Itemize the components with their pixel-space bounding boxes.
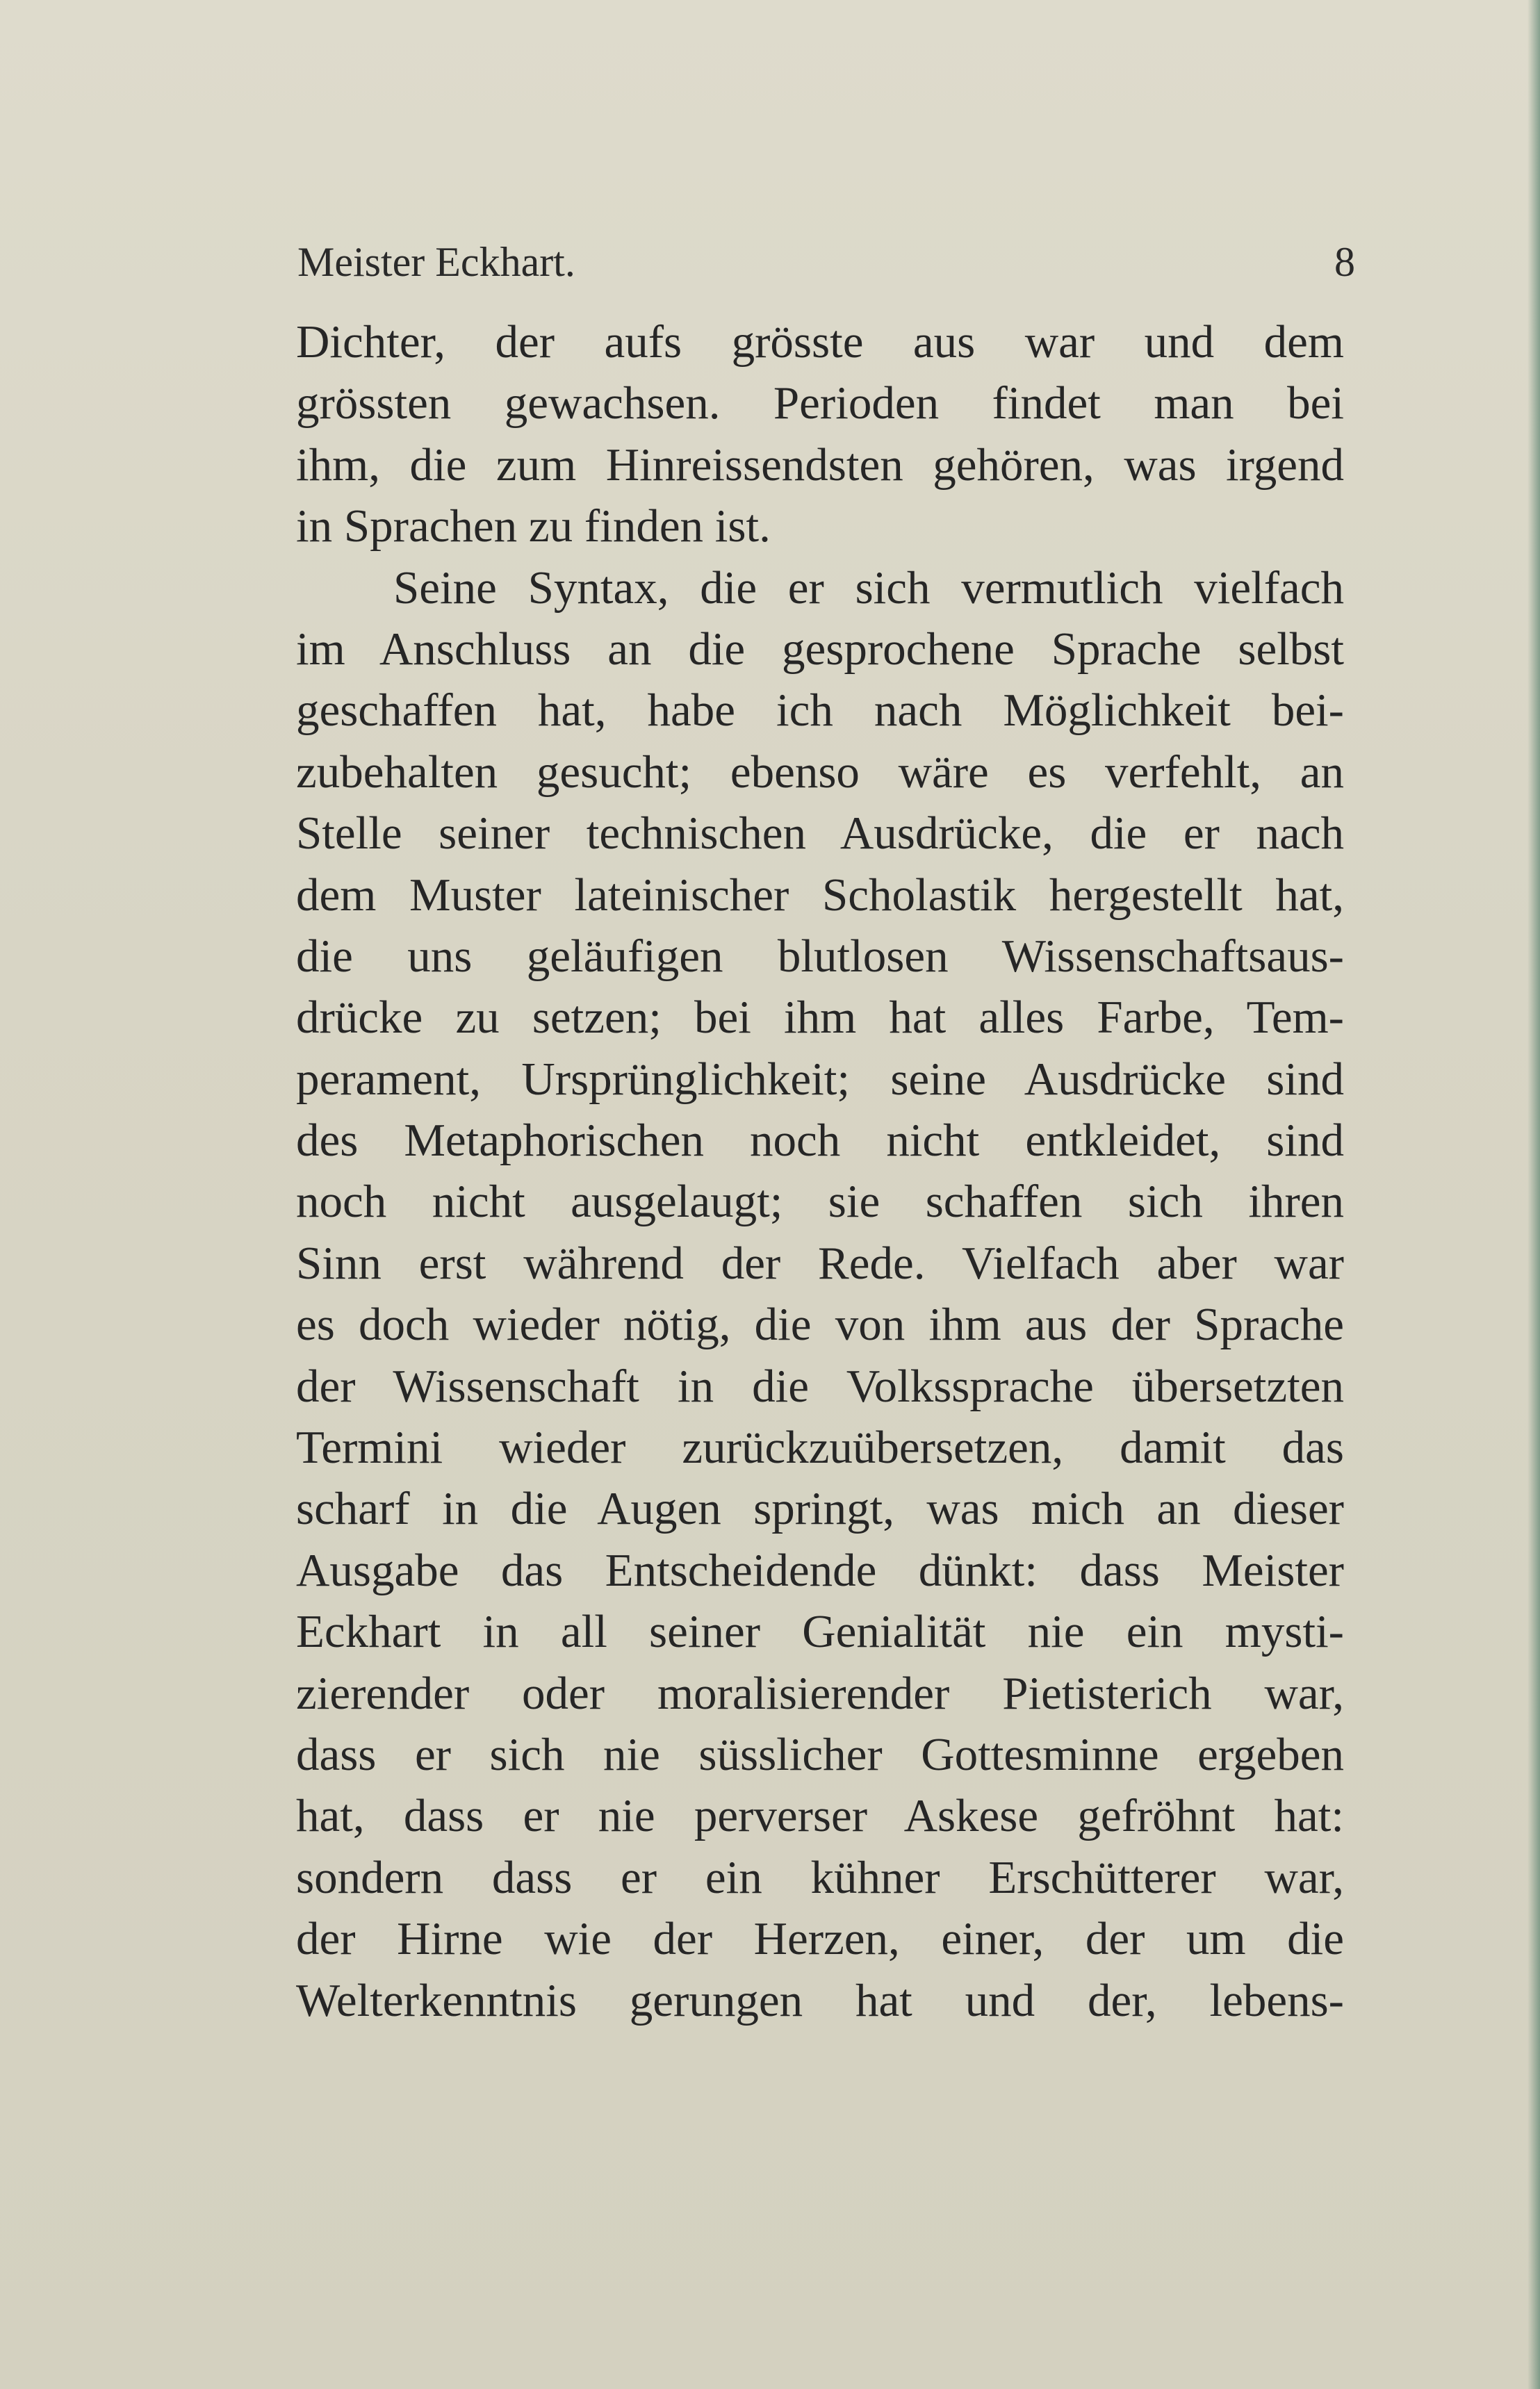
text-line: im Anschluss an die gesprochene Sprache selbst xyxy=(296,623,1344,675)
text-line: Ausgabe das Entscheidende dünkt: dass Meister xyxy=(296,1544,1344,1596)
text-line: der Wissenschaft in die Volkssprache übersetzten xyxy=(296,1360,1344,1412)
text-line: ihm, die zum Hinreissendsten gehören, was irgend xyxy=(296,438,1344,491)
text-line: der Hirne wie der Herzen, einer, der um die xyxy=(296,1913,1344,1965)
text-line: geschaffen hat, habe ich nach Möglichkeit bei- xyxy=(296,684,1344,737)
text-line: drücke zu setzen; bei ihm hat alles Farbe, Tem- xyxy=(296,992,1344,1044)
text-line: Seine Syntax, die er sich vermutlich vielfach xyxy=(393,561,1344,614)
page-edge xyxy=(1527,0,1540,2389)
text-line: Termini wieder zurückzuübersetzen, damit das xyxy=(296,1422,1344,1474)
running-head xyxy=(297,224,1355,300)
text-line: es doch wieder nötig, die von ihm aus der Sprache xyxy=(296,1299,1344,1351)
text-line: dem Muster lateinischer Scholastik hergestellt hat, xyxy=(296,869,1344,921)
text-line: die uns geläufigen blutlosen Wissenschaftsaus- xyxy=(296,930,1344,982)
text-line: Eckhart in all seiner Genialität nie ein mysti- xyxy=(296,1606,1344,1658)
running-title: Meister Eckhart. xyxy=(297,239,575,285)
text-line: Dichter, der aufs grösste aus war und dem xyxy=(296,316,1344,368)
text-line: Stelle seiner technischen Ausdrücke, die er nach xyxy=(296,807,1344,860)
body-text xyxy=(296,311,1344,2031)
text-line: des Metaphorischen noch nicht entkleidet, sind xyxy=(296,1115,1344,1167)
text-line: zubehalten gesucht; ebenso wäre es verfehlt, an xyxy=(296,746,1344,798)
text-line: dass er sich nie süsslicher Gottesminne ergeben xyxy=(296,1728,1344,1780)
text-line: grössten gewachsen. Perioden findet man bei xyxy=(296,377,1344,429)
text-line: noch nicht ausgelaugt; sie schaffen sich ihren xyxy=(296,1176,1344,1228)
text-line: Welterkenntnis gerungen hat und der, lebens- xyxy=(296,1974,1344,2026)
text-line: Sinn erst während der Rede. Vielfach aber war xyxy=(296,1237,1344,1289)
text-line: zierender oder moralisierender Pietisterich war, xyxy=(296,1667,1344,1719)
page-number: 8 xyxy=(1334,239,1355,285)
text-line: perament, Ursprünglichkeit; seine Ausdrücke sind xyxy=(296,1053,1344,1105)
text-line: in Sprachen zu finden ist. xyxy=(296,500,771,552)
text-line: scharf in die Augen springt, was mich an dieser xyxy=(296,1483,1344,1535)
text-line: hat, dass er nie perverser Askese gefröhnt hat: xyxy=(296,1790,1344,1842)
text-line: sondern dass er ein kühner Erschütterer war, xyxy=(296,1851,1344,1903)
